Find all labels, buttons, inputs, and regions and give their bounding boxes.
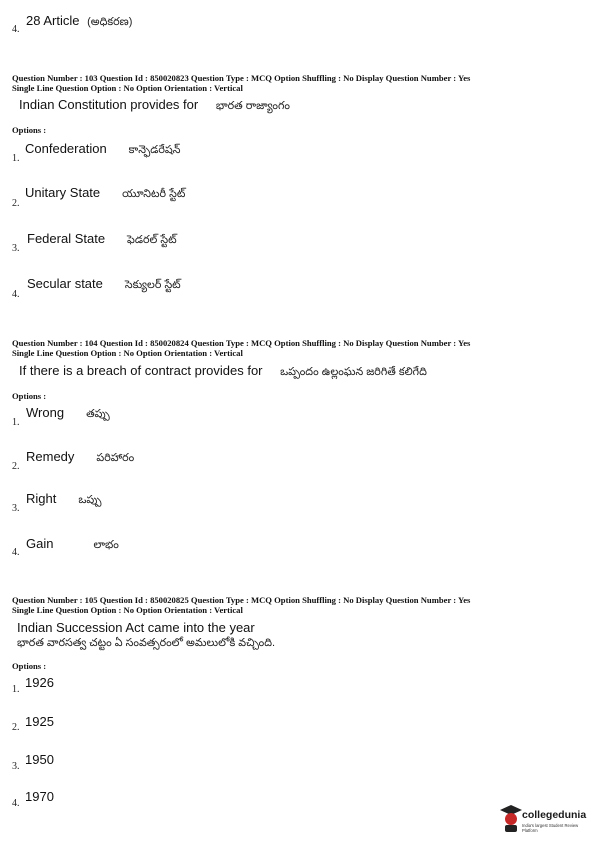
question-meta: Question Number : 103 Question Id : 850020823 Question Type : MCQ Option Shuffling : No Display Question Number : Yes	[12, 73, 471, 83]
option-telugu: సెక్యులర్ స్టేట్	[124, 279, 181, 291]
question-meta: Question Number : 105 Question Id : 850020825 Question Type : MCQ Option Shuffling : No Display Question Number : Yes	[12, 595, 471, 605]
options-label: Options :	[12, 391, 47, 401]
option-text	[26, 491, 101, 509]
option-text	[27, 231, 177, 249]
option-telugu: ఒప్పు	[78, 494, 102, 506]
option-label: Gain	[26, 536, 54, 551]
graduate-mascot-icon	[500, 805, 522, 833]
question-telugu: భారత వారసత్వ చట్టం ఏ సంవత్సరంలో అమలులోకి వచ్చింది.	[17, 637, 276, 649]
option-label: Federal State	[27, 231, 106, 246]
option-label: Wrong	[26, 405, 65, 420]
option-label: Confederation	[25, 141, 107, 156]
question-text: Indian Succession Act came into the year	[17, 620, 255, 635]
question-text	[19, 363, 427, 381]
option-telugu: (అధికరణ)	[87, 16, 133, 28]
option-text: 1970	[25, 789, 54, 804]
option-text: 1950	[25, 752, 54, 767]
option-number: 2.	[12, 722, 20, 733]
option-label: Remedy	[26, 449, 75, 464]
option-label: 28 Article	[26, 13, 80, 28]
collegedunia-logo	[500, 803, 592, 835]
question-meta-line2: Single Line Question Option : No Option Orientation : Vertical	[12, 605, 243, 615]
question-english: If there is a breach of contract provides for	[19, 363, 263, 378]
option-label: Right	[26, 491, 57, 506]
option-number: 1.	[12, 153, 20, 164]
option-number: 4.	[12, 289, 20, 300]
option-label: Secular state	[27, 276, 103, 291]
question-meta: Question Number : 104 Question Id : 850020824 Question Type : MCQ Option Shuffling : No Display Question Number : Yes	[12, 338, 471, 348]
option-telugu: లాభం	[93, 539, 119, 551]
option-label: Unitary State	[25, 185, 101, 200]
option-number: 3.	[12, 761, 20, 772]
question-meta-line2: Single Line Question Option : No Option Orientation : Vertical	[12, 83, 243, 93]
option-telugu: కాన్ఫెడరేషన్	[128, 144, 181, 156]
question-telugu: భారత రాజ్యాంగం	[215, 100, 290, 112]
question-meta-line2: Single Line Question Option : No Option Orientation : Vertical	[12, 348, 243, 358]
question-text	[19, 97, 290, 115]
option-number: 2.	[12, 461, 20, 472]
option-number: 4.	[12, 24, 20, 35]
options-label: Options :	[12, 661, 47, 671]
option-text	[27, 276, 181, 294]
option-number: 1.	[12, 684, 20, 695]
option-telugu: తప్పు	[86, 408, 110, 420]
option-text	[26, 405, 110, 423]
options-label: Options :	[12, 125, 47, 135]
option-text: 1926	[25, 675, 54, 690]
logo-tagline: India's largest Student Review Platform	[522, 823, 579, 833]
option-telugu: పరిహారం	[96, 452, 135, 464]
option-number: 1.	[12, 417, 20, 428]
option-number: 3.	[12, 243, 20, 254]
option-number: 4.	[12, 798, 20, 809]
option-number: 2.	[12, 198, 20, 209]
question-english: Indian Constitution provides for	[19, 97, 199, 112]
logo-name: collegedunia	[522, 809, 587, 821]
option-number: 3.	[12, 503, 20, 514]
option-telugu: ఫెడరల్ స్టేట్	[127, 234, 177, 246]
question-telugu: ఒప్పందం ఉల్లంఘన జరిగితే కలిగేది	[280, 366, 427, 378]
option-text	[25, 141, 180, 159]
option-text	[26, 13, 132, 31]
option-text	[26, 536, 119, 554]
option-telugu: యూనిటరీ స్టేట్	[122, 188, 186, 200]
option-text	[26, 449, 134, 467]
option-number: 4.	[12, 547, 20, 558]
option-text: 1925	[25, 714, 54, 729]
option-text	[25, 185, 185, 203]
